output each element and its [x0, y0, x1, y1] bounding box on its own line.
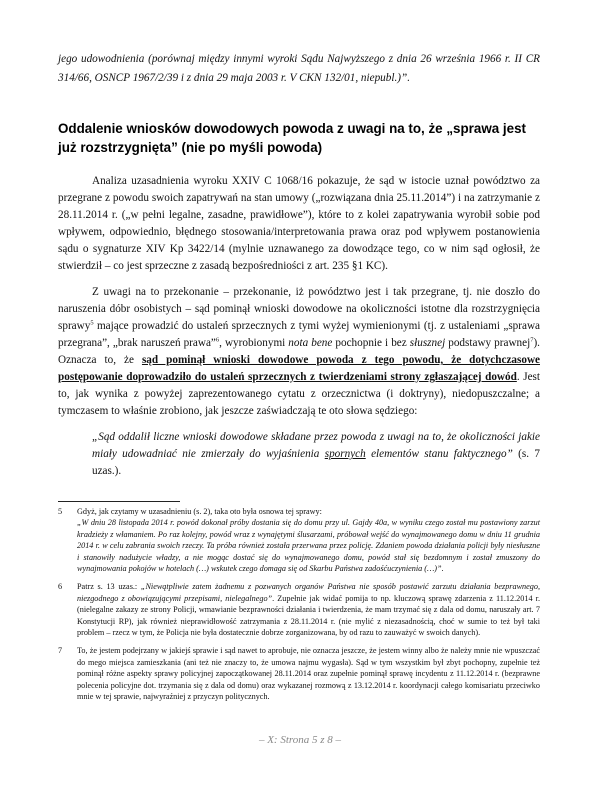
footnote-5	[58, 506, 540, 574]
footnote-intro: Patrz s. 13 uzas.:	[77, 582, 141, 592]
paragraph-2	[58, 284, 540, 420]
body-text	[58, 173, 540, 480]
judge-quote	[92, 429, 540, 480]
paragraph-2-text: ). Oznacza to, że	[58, 337, 540, 366]
quote-citation: (s. 7 uzas.).	[92, 448, 540, 477]
paragraph-2-text: , wyrobionymi	[219, 337, 289, 349]
footnote-quote: „Niewątpliwie zatem żadnemu z pozwanych organów Państwa nie sposób postawić zarzutu działania bezprawnego, niezgodnego z obowiązującymi przepisami, nielegalnego”	[77, 582, 540, 603]
footnote-ref-5[interactable]: 5	[90, 319, 94, 327]
judge-quote-text: elementów stanu faktycznego”	[365, 448, 513, 460]
footnote-number: 7	[58, 646, 63, 656]
paragraph-2-text: podstawy prawnej	[445, 337, 531, 349]
footnote-quote: „W dniu 28 listopada 2014 r. powód dokonał próby dostania się do domu przy ul. Gajdy 40a, w wyniku czego został mu postawiony zarzut kradzieży z włamaniem. Po raz kolejny, powód wraz z wynajętymi ślusarzami, próbował wejść do wynajmowanego domu w dniu 11 grudnia 2014 r. w celu zabrania swoich rzeczy. Ta próba również została przerwana przez policję. Zdaniem powoda działania policji były niesłuszne i stanowiły nadużycie władzy, a nie mogąc dostać się do wynajmowanego domu, powód stał się bezdomnym i został zmuszony do wynajmowania pokojów w hotelach (…) wskutek czego domaga się od Skarbu Państwa zadośćuczynienia (…)”	[77, 518, 540, 574]
italic-phrase: nota bene	[288, 337, 333, 349]
judge-quote-text: „Sąd oddalił liczne wnioski dowodowe składane przez powoda z uwagi na to, że okoliczności jakie miały udowadniać nie zmierzały do wyjaśnienia	[92, 431, 540, 460]
paragraph-2-text: Z uwagi na to przekonanie – przekonanie, iż powództwo jest i tak przegrane, tj. nie doszło do naruszenia dóbr osobistych – sąd pominął wnioski dowodowe na okoliczności istotne dla rozstrzygnięcia sprawy	[58, 286, 540, 332]
footnote-tail: .	[441, 564, 444, 574]
underlined-word: spornych	[324, 448, 366, 460]
footnote-7	[58, 645, 540, 702]
page-number-footer: – X: Strona 5 z 8 –	[258, 734, 342, 746]
footnote-tail: . Zupełnie jak widać pomija to np. kluczową sprawę zdarzenia z 11.12.2014 r. (nielegalne zakazy ze strony Policji, wmawianie bezprawności działania i twierdzenia, że mam trzymać się z dala od domu, naruszały art. 7 Konstytucji RP), jak również nieprawidłowość zatrzymania z 28.11.2014 r. (nie mylić z niezasadnością, choć w sumie to też był taki problem – rzecz w tym, że Policja nie była dostatecznie dobrze zorganizowana, by od razu to zauważyć w swoich danych).	[77, 593, 540, 638]
footnote-text: To, że jestem podejrzany w jakiejś sprawie i sąd nawet to aprobuje, nie oznacza jeszcze, że jestem winny albo że należy mnie nie wpuszczać do mego miejsca zamieszkania (ani też nie znaczy to, że umowa najmu wygasła). Sąd w tym wszystkim był zbyt pochopny, zupełnie też pominął różne aspekty sprawy policyjnej zapoczątkowanej 28.11.2014 oraz zupełnie pominął sprawę incydentu z 11.12.2014 r. (bezprawne polecenia policyjne dot. trzymania się z dala od domu) oraz wykazanej rozmową z 13.12.2014 r. koordynacji całego komisariatu przeciwko mnie w tej sprawie, najwyraźniej z przyczyn politycznych.	[77, 646, 540, 702]
paragraph-2-text: . Jest to, jak wynika z powyżej zaprezentowanego cytatu z orzecznictwa (i doktryny), niedopuszczalne; a tymczasem to właśnie zrobiono, jak jeszcze zaświadczają te oto słowa sędziego:	[58, 371, 540, 417]
footnote-number: 5	[58, 507, 63, 516]
footnote-6	[58, 581, 540, 638]
footnotes	[58, 506, 540, 710]
section-heading: Oddalenie wniosków dowodowych powoda z uwagi na to, że „sprawa jest już rozstrzygnięta” (nie po myśli powoda)	[58, 121, 526, 155]
paragraph-2-text: mające prowadzić do ustaleń sprzecznych z tymi wyżej wymienionymi (tj. z ustaleniami „sprawa przegrana”, „brak naruszeń prawa”	[58, 320, 540, 349]
paragraph-1: Analiza uzasadnienia wyroku XXIV C 1068/16 pokazuje, że sąd w istocie uznał powództwo za przegrane z powodu swoich zapatrywań na stan umowy („rozwiązana dnia 25.11.2014”) i na zatrzymanie z 28.11.2014 r. („w pełni legalne, zasadne, prawidłowe”), które to z kolei zapatrywania wyrobił sobie pod wpływem, odpowiednio, błędnego stosowania/interpretowania prawa oraz pod wpływem postanowienia sądu o sygnaturze XIV Kp 3422/14 (mylnie uznawanego za dowodzące tego, co w nim sąd ogłosił, że stwierdził – co jest sprzeczne z zasadą bezpośredniości z art. 235 §1 KC).	[58, 175, 540, 272]
italic-phrase: słusznej	[409, 337, 446, 349]
emphasized-statement: sąd pominął wnioski dowodowe powoda z tego powodu, że dotychczasowe postępowanie doprowadziło do ustaleń sprzecznych z twierdzeniami strony zgłaszającej dowód	[58, 354, 540, 383]
footnote-intro: Gdyż, jak czytamy w uzasadnieniu (s. 2), taka oto była osnowa tej sprawy:	[77, 507, 322, 516]
footnote-separator	[58, 501, 180, 502]
footnote-ref-7[interactable]: 7	[530, 336, 534, 344]
footnote-number: 6	[58, 582, 63, 592]
paragraph-2-text: pochopnie i bez	[332, 337, 410, 349]
intro-quote-ending: jego udowodnienia (porównaj między innymi wyroki Sądu Najwyższego z dnia 26 września 1966 r. II CR 314/66, OSNCP 1967/2/39 i z dnia 29 maja 2003 r. V CKN 132/01, niepubl.)”.	[58, 53, 540, 84]
footnote-ref-6[interactable]: 6	[215, 336, 220, 344]
